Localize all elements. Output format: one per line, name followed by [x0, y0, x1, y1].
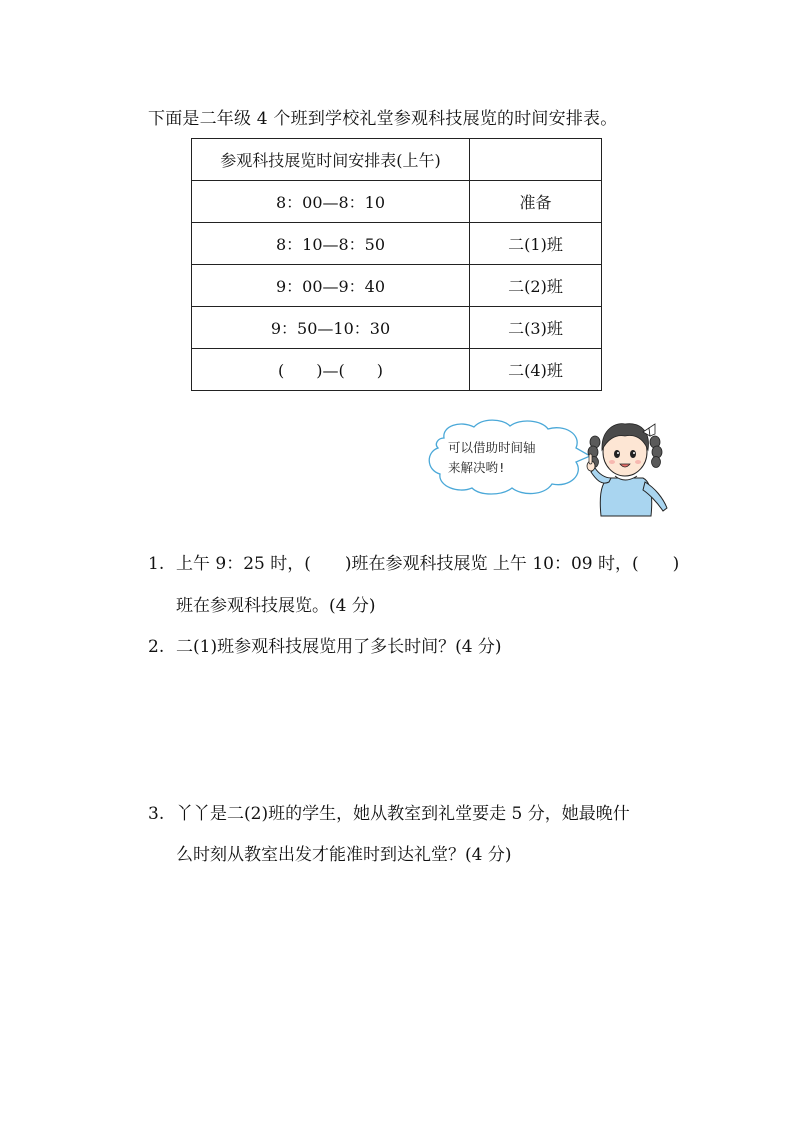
question-1-line-2: 班在参观科技展览。(4 分) [176, 596, 376, 616]
question-1-line-1 [148, 549, 679, 574]
bubble-line-2: 来解决哟! [448, 460, 506, 475]
table-row [192, 223, 602, 265]
table-row [192, 265, 602, 307]
table-row [192, 349, 602, 391]
question-1-text: 上午 9：25 时，( )班在参观科技展览 上午 10：09 时，( ) [176, 554, 680, 574]
table-cell-time: 9：00—9：40 [192, 265, 470, 307]
schedule-table [191, 138, 602, 391]
question-3-line-1 [148, 799, 630, 824]
table-cell-class: 二(2)班 [470, 265, 602, 307]
table-cell-time: 8：00—8：10 [192, 181, 470, 223]
question-3-line-2: 么时刻从教室出发才能准时到达礼堂？(4 分) [176, 845, 512, 865]
braid-right [650, 436, 662, 468]
table-header-blank [470, 139, 602, 181]
table-cell-time-blank: ( )—( ) [192, 349, 470, 391]
table-cell-class: 二(1)班 [470, 223, 602, 265]
bubble-line-1: 可以借助时间轴 [448, 440, 536, 455]
question-1-number: 1. [148, 554, 165, 574]
table-cell-class: 二(4)班 [470, 349, 602, 391]
table-row [192, 181, 602, 223]
left-arm [591, 468, 611, 483]
question-3-number: 3. [148, 804, 165, 824]
sweater [600, 478, 651, 516]
intro-text: 下面是二年级 4 个班到学校礼堂参观科技展览的时间安排表。 [148, 109, 618, 129]
table-cell-class: 二(3)班 [470, 307, 602, 349]
table-cell-time: 9：50—10：30 [192, 307, 470, 349]
table-row [192, 307, 602, 349]
table-cell-class: 准备 [470, 181, 602, 223]
question-3-text: 丫丫是二(2)班的学生，她从教室到礼堂要走 5 分，她最晚什 [176, 804, 630, 824]
table-cell-time: 8：10—8：50 [192, 223, 470, 265]
table-header-row [192, 139, 602, 181]
question-2-text: 二(1)班参观科技展览用了多长时间？(4 分) [176, 637, 502, 657]
bubble-text [448, 438, 536, 478]
question-2 [148, 632, 502, 657]
question-2-number: 2. [148, 637, 165, 657]
table-header-title: 参观科技展览时间安排表(上午) [192, 139, 470, 181]
girl-illustration [583, 412, 671, 518]
